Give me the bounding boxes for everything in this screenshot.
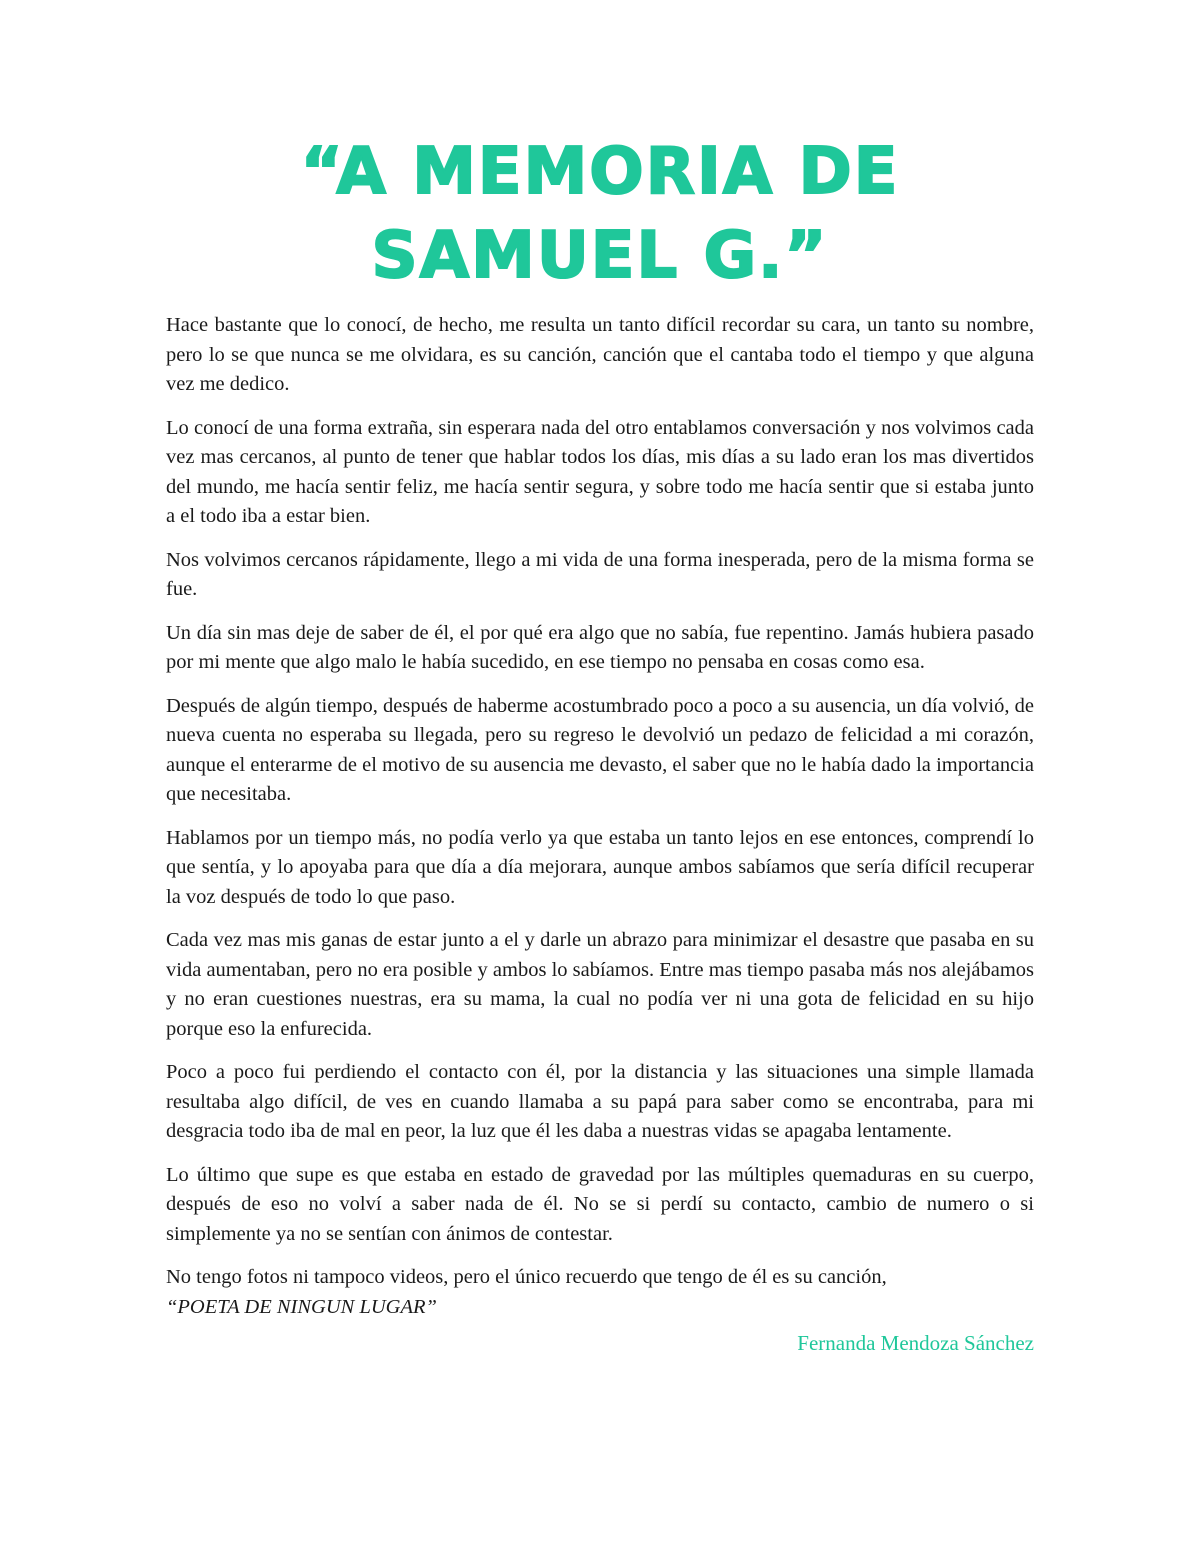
paragraph: Nos volvimos cercanos rápidamente, llego a mi vida de una forma inesperada, pero de la misma forma se fue. (166, 548, 1034, 600)
document-title (160, 130, 1040, 298)
paragraph: Poco a poco fui perdiendo el contacto con él, por la distancia y las situaciones una simple llamada resultaba algo difícil, de ves en cuando llamaba a su papá para saber como se encontraba, para mi desgracia todo iba de mal en peor, la luz que él les daba a nuestras vidas se apagaba lentamente. (166, 1061, 1034, 1142)
paragraph: Hablamos por un tiempo más, no podía verlo ya que estaba un tanto lejos en ese entonces, comprendí lo que sentía, y lo apoyaba para que día a día mejorara, aunque ambos sabíamos que sería difícil recuperar la voz después de todo lo que paso. (166, 826, 1034, 908)
title-line-1: “A MEMORIA DE (300, 135, 900, 209)
paragraph: Hace bastante que lo conocí, de hecho, me resulta un tanto difícil recordar su cara, un tanto su nombre, pero lo se que nunca se me olvidara, es su canción, canción que el cantaba todo el tiempo y que alguna vez me dedico. (166, 314, 1034, 395)
author-signature: Fernanda Mendoza Sánchez (797, 1331, 1034, 1355)
paragraph: Lo último que supe es que estaba en estado de gravedad por las múltiples quemaduras en su cuerpo, después de eso no volví a saber nada de él. No se si perdí su contacto, cambio de numero o si simplemente ya no se sentían con ánimos de contestar. (166, 1163, 1034, 1245)
document-body (166, 311, 1034, 1358)
paragraph: Lo conocí de una forma extraña, sin esperara nada del otro entablamos conversación y nos volvimos cada vez mas cercanos, al punto de tener que hablar todos los días, mis días a su lado eran los mas divertidos del mundo, me hacía sentir feliz, me hacía sentir segura, y sobre todo me hacía sentir que si estaba junto a el todo iba a estar bien. (166, 416, 1034, 527)
paragraph: Un día sin mas deje de saber de él, el por qué era algo que no sabía, fue repentino. Jamás hubiera pasado por mi mente que algo malo le había sucedido, en ese tiempo no pensaba en cosas como esa. (166, 621, 1034, 673)
paragraph: Después de algún tiempo, después de haberme acostumbrado poco a poco a su ausencia, un día volvió, de nueva cuenta no esperaba su llegada, pero su regreso le devolvió un pedazo de felicidad a mi corazón, aunque el enterarme de el motivo de su ausencia me devasto, el saber que no le había dado la importancia que necesitaba. (166, 694, 1034, 805)
title-line-2: SAMUEL G.” (371, 219, 829, 293)
paragraph: Cada vez mas mis ganas de estar junto a el y darle un abrazo para minimizar el desastre que pasaba en su vida aumentaban, pero no era posible y ambos lo sabíamos. Entre mas tiempo pasaba más nos alejábamos y no eran cuestiones nuestras, era su mama, la cual no podía ver ni una gota de felicidad en su hijo porque eso la enfurecida. (166, 929, 1034, 1040)
paragraph: No tengo fotos ni tampoco videos, pero el único recuerdo que tengo de él es su canción, (166, 1266, 887, 1288)
song-title: “POETA DE NINGUN LUGAR” (166, 1295, 437, 1318)
